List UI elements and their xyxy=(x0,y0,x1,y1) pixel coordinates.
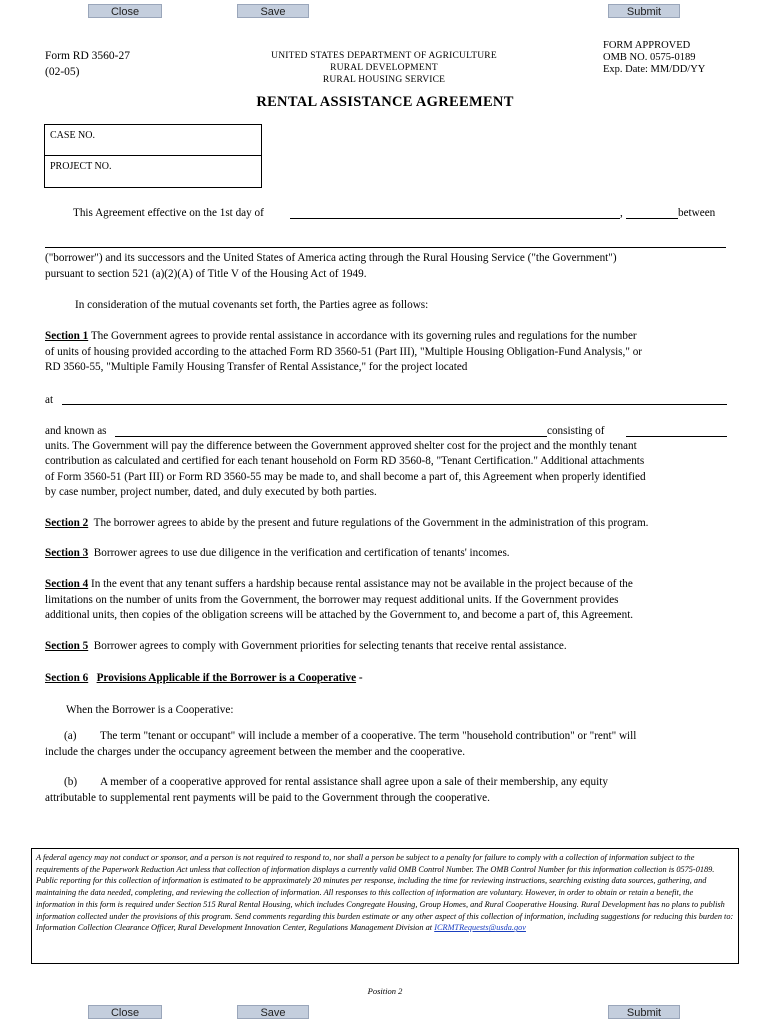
section-1-line: by case number, project number, dated, and duly executed by both parties. xyxy=(45,486,377,498)
section-3-label: Section 3 xyxy=(45,547,89,559)
notice-email-link[interactable]: ICRMTRequests@usda.gov xyxy=(434,923,526,933)
borrower-name-field[interactable] xyxy=(45,247,726,248)
effective-text: This Agreement effective on the 1st day of xyxy=(73,207,264,219)
project-number-label: PROJECT NO. xyxy=(50,161,112,172)
at-label: at xyxy=(45,394,54,406)
agency-line: RURAL DEVELOPMENT xyxy=(330,63,438,73)
section-1-label: Section 1 xyxy=(45,330,89,342)
borrower-clause-line: pursuant to section 521 (a)(2)(A) of Title V of the Housing Act of 1949. xyxy=(45,268,367,280)
borrower-clause-line: ("borrower") and its successors and the United States of America acting through the Rural Housing Service ("the Government") xyxy=(45,252,617,264)
section-6-label: Section 6 xyxy=(45,672,89,684)
case-box xyxy=(44,124,262,188)
section-1-line: of units of housing provided according to the attached Form RD 3560-51 (Part III), "Multiple Housing Obligation-Fund Analysis," or xyxy=(45,346,643,358)
close-button[interactable]: Close xyxy=(88,4,162,18)
section-1-line xyxy=(45,329,637,345)
save-button-bottom[interactable]: Save xyxy=(237,1005,309,1019)
form-date: (02-05) xyxy=(45,66,80,78)
cooperative-intro: When the Borrower is a Cooperative: xyxy=(66,704,234,716)
agency-line: RURAL HOUSING SERVICE xyxy=(322,75,446,85)
approval-block xyxy=(603,40,705,76)
section-5 xyxy=(45,639,567,655)
effective-date-field[interactable] xyxy=(290,218,620,219)
submit-button-bottom[interactable]: Submit xyxy=(608,1005,680,1019)
section-4-line xyxy=(45,577,633,593)
effective-year-field[interactable] xyxy=(626,218,678,219)
consisting-of-label: consisting of xyxy=(547,425,605,437)
close-button-bottom[interactable]: Close xyxy=(88,1005,162,1019)
section-4-line: limitations on the number of units from the Government, the borrower may request additional units. If the Government provides xyxy=(45,594,619,606)
form-number: Form RD 3560-27 xyxy=(45,50,130,62)
project-location-field[interactable] xyxy=(62,404,727,405)
item-a-text: The term "tenant or occupant" will include a member of a cooperative. The term "household contribution" or "rent" will xyxy=(100,730,637,742)
section-6-dash: - xyxy=(358,672,363,684)
section-6-heading xyxy=(45,671,363,687)
agency-block xyxy=(244,50,524,86)
section-3 xyxy=(45,546,510,562)
effective-comma: , xyxy=(620,207,623,219)
notice-text: A federal agency may not conduct or sponsor, and a person is not required to respond to, nor shall a person be subject to a penalty for failure to comply with a collection of information subject to the requirements of the Paperwork Reduction Act unless that collection of information displays a currently valid OMB Control Number. The OMB Control Number for this information collection is 0575-0189. Public reporting for this collection of information is estimated to be approximately 20 minutes per response, including the time for reviewing instructions, searching existing data sources, gathering, and maintaining the data needed, completing, and reviewing the collection of information. All responses to this collection of information are voluntary. However, in order to obtain or retain a benefit, the information in this form is required under Section 515 Rural Rental Housing, which includes Congregate Housing, Group Homes, and Rural Cooperative Housing. Rural Development has no plans to publish information collected under the provisions of this program. Send comments regarding this burden estimate or any other aspect of this collection of information, including suggestions for reducing this burden to: Information Collection Clearance Officer, Rural Development Innovation Center, Regulations Management Division at xyxy=(36,853,734,933)
submit-button[interactable]: Submit xyxy=(608,4,680,18)
section-1-line: contribution as calculated and certified for each tenant household on Form RD 3560-8, "Tenant Certification." Additional attachments xyxy=(45,455,645,467)
units-count-field[interactable] xyxy=(626,436,727,437)
item-b-marker: (b) xyxy=(64,776,78,788)
section-1-line: of Form 3560-51 (Part III) or Form RD 3560-55 may be made to, and shall become a part of, this Agreement when properly identified xyxy=(45,471,646,483)
section-4-line: additional units, then copies of the obligation screens will be attached by the Government to, and become a part of, this Agreement. xyxy=(45,609,634,621)
between-text: between xyxy=(678,207,716,219)
item-a-marker: (a) xyxy=(64,730,77,742)
item-a-text: include the charges under the occupancy agreement between the member and the cooperative. xyxy=(45,746,466,758)
section-6-title: Provisions Applicable if the Borrower is a Cooperative xyxy=(96,672,357,684)
approval-line: FORM APPROVED xyxy=(603,40,691,51)
case-number-field[interactable] xyxy=(45,125,261,156)
page-title: RENTAL ASSISTANCE AGREEMENT xyxy=(256,94,514,110)
section-5-text: Borrower agrees to comply with Government priorities for selecting tenants that receive rental assistance. xyxy=(93,640,567,652)
paperwork-reduction-notice xyxy=(31,848,739,964)
section-2 xyxy=(45,516,648,532)
agency-line: UNITED STATES DEPARTMENT OF AGRICULTURE xyxy=(271,51,497,61)
project-name-field[interactable] xyxy=(115,436,547,437)
item-b-text: attributable to supplemental rent payments will be paid to the Government through the cooperative. xyxy=(45,792,490,804)
section-2-text: The borrower agrees to abide by the present and future regulations of the Government in the administration of this program. xyxy=(93,517,649,529)
save-button[interactable]: Save xyxy=(237,4,309,18)
consideration-text: In consideration of the mutual covenants set forth, the Parties agree as follows: xyxy=(75,299,429,311)
section-5-label: Section 5 xyxy=(45,640,89,652)
project-number-field[interactable] xyxy=(45,156,261,187)
case-number-label: CASE NO. xyxy=(50,130,96,141)
section-3-text: Borrower agrees to use due diligence in the verification and certification of tenants' incomes. xyxy=(93,547,510,559)
approval-line: Exp. Date: MM/DD/YY xyxy=(603,64,706,75)
position-label: Position 2 xyxy=(367,986,403,996)
section-1-line: RD 3560-55, "Multiple Family Housing Transfer of Rental Assistance," for the project located xyxy=(45,361,468,373)
approval-line: OMB NO. 0575-0189 xyxy=(603,52,696,63)
section-1-text: The Government agrees to provide rental assistance in accordance with its governing rules and regulations for the number xyxy=(90,330,637,342)
item-b-text: A member of a cooperative approved for rental assistance shall agree upon a sale of their membership, any equity xyxy=(100,776,608,788)
section-1-line: units. The Government will pay the difference between the Government approved shelter cost for the project and the monthly tenant xyxy=(45,440,637,452)
section-4-label: Section 4 xyxy=(45,578,89,590)
section-2-label: Section 2 xyxy=(45,517,89,529)
known-as-label: and known as xyxy=(45,425,107,437)
section-4-text: In the event that any tenant suffers a hardship because rental assistance may not be available in the project because of the xyxy=(91,578,633,590)
